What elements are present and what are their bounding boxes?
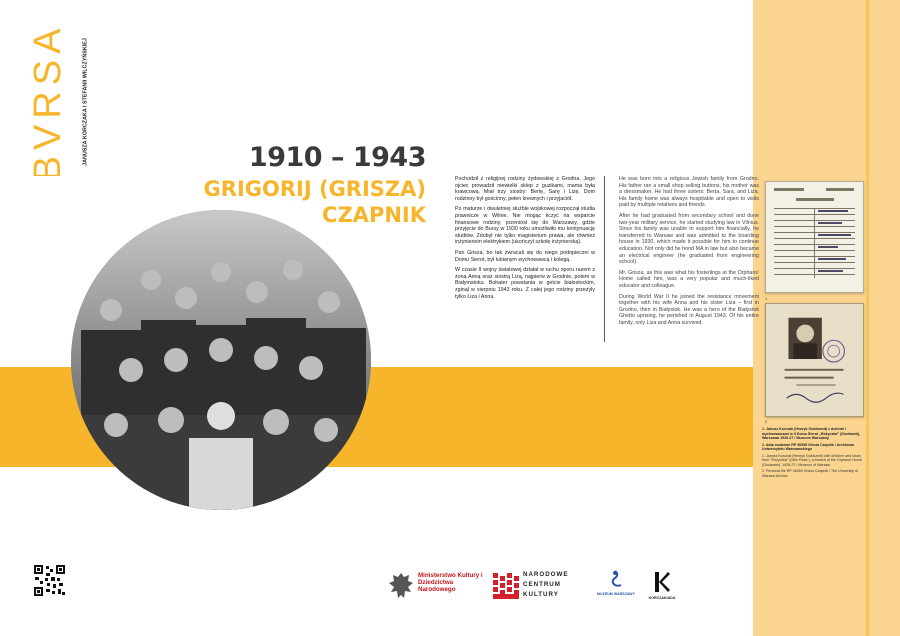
ncc-logo-icon xyxy=(493,573,519,599)
pl-paragraph-3: Pan Grisza, bo tak zwracali się do niego podopieczni w Domu Sierot, był lubianym wychowawcą i kolegą. xyxy=(455,249,595,263)
name-heading-line1: GRIGORIJ (GRISZA) xyxy=(203,177,426,201)
pl-paragraph-2: Po maturze i dwuletniej służbie wojskowej rozpoczął studia prawnicze w Wilnie. Nie mogąc liczyć na wsparcie finansowe rodziny, przeniósł się do Warszawy, gdzie przyjęcie do Bursy w 1930 roku umożliwiło mu kontynuację studiów. Zdobył nie tylko magisterium prawa, ale również inżynieriem elektrykiem (ukończył szkołę inżynierską). xyxy=(455,206,595,246)
logo-subtitle-text: JANUSZA KORCZAKA I STEFANII WILCZYŃSKIEJ xyxy=(82,38,89,166)
qr-code[interactable] xyxy=(33,564,66,597)
document-2-index: 2 xyxy=(765,419,768,424)
en-paragraph-4: During World War II he joined the resistance movement together with his wife Anna and his sister Liza – first in Grodno, then in Białystok. He was a hero of the Białystok Ghetto uprising, he perished in August 1943. Of his entire family, only Liza and Anna survived. xyxy=(619,293,759,326)
caption-en-2: 2. Personal file RP 36059 Grisza Czapnik / The University of Warsaw Archive xyxy=(762,469,858,478)
right-column-stripe xyxy=(866,0,869,636)
ministry-logo-text: Ministerstwo Kultury i Dziedzictwa Narodowego xyxy=(418,572,483,593)
pl-paragraph-1: Pochodził z religijnej rodziny żydowskiej z Grodna. Jego ojciec prowadził niewielki sklep z guzikami, mama była krawcową. Miał trzy siostry: Bertę, Sarę i Lizę. Dom rodzinny był gościnny, pełen krewnych i przyjaciół. xyxy=(455,176,595,202)
polish-text-column xyxy=(455,176,595,304)
ncc-line-1: NARODOWE xyxy=(523,571,569,578)
en-paragraph-1: He was born into a religious Jewish family from Grodno. His father ran a small shop selling buttons, his mother was a dressmaker. He had three sisters: Berta, Sara, and Liza. His family home was always hospitable and open to visits paid by multiple relatives and friends. xyxy=(619,176,759,209)
mermaid-icon xyxy=(606,570,624,588)
logo-wordmark: BVRSA xyxy=(27,28,70,176)
ncc-logo-text xyxy=(523,570,581,600)
ncc-line-3: KULTURY xyxy=(523,591,559,598)
name-heading-line2: CZAPNIK xyxy=(322,203,426,227)
bursa-logo xyxy=(24,28,76,176)
logo-subtitle xyxy=(78,28,92,176)
en-paragraph-2: After he had graduated from secondary school and done two-year military service, he started studying law in Vilnius. Since his family was unable to support him financially, he transferred to Warsaw and was admitted to the boarding house in 1930, which made it possible for him to continue education. Not only did he hond MA in law but also became an electrical engineer (he graduated from engineering school). xyxy=(619,212,759,266)
korczakiada-logo-text: KORCZAKIADA xyxy=(648,596,676,600)
museum-logo-text: MUZEUM WARSZAWY xyxy=(597,592,635,596)
en-paragraph-3: Mr. Grisza, as this was what his fosterlings at the Orphans' Home called him, was a very popular and much-liked educator and colleague. xyxy=(619,269,759,289)
caption-pl-1: 1. Janusz Korczak (Henryk Goldszmit) z dziećmi i wychowawcami w II Domu Sierot „Różyczka” (Gocławek), Warszawa 1926-27 / Muzeum Warszawy xyxy=(762,427,861,440)
korczakiada-k-icon xyxy=(653,571,671,593)
caption-pl-2: 2. Akta osobowe RP 36059 Grisza Czapnik / Archiwum Uniwersytetu Warszawskiego xyxy=(762,442,855,451)
image-captions xyxy=(762,427,862,480)
years-heading: 1910 – 1943 xyxy=(248,142,426,173)
caption-en-1: 1. Janusz Korczak (Henryk Goldszmit) with children and tutors from "Różyczka" (Little Rose"), a branch of the Orphans' Home (Gocławek), 1926-27 / Museum of Warsaw xyxy=(762,453,862,467)
ncc-line-2: CENTRUM xyxy=(523,581,561,588)
column-divider xyxy=(604,176,605,342)
document-1-index: 1 xyxy=(765,296,768,301)
pl-paragraph-4: W czasie II wojny światowej działał w ruchu oporu razem z żoną Anną oraz siostrą Lizą, najpierw w Grodnie, potem w Białymstoku. Bohater powstania w getcie białostockim, zginął w sierpniu 1943 roku. Z całej jego rodziny przeżyły tylko Liza i Anna. xyxy=(455,267,595,300)
english-text-column xyxy=(619,176,759,330)
document-id-card-image xyxy=(765,303,864,417)
document-form-image xyxy=(765,181,864,293)
eagle-emblem-icon xyxy=(388,571,414,601)
group-photo xyxy=(71,210,371,510)
